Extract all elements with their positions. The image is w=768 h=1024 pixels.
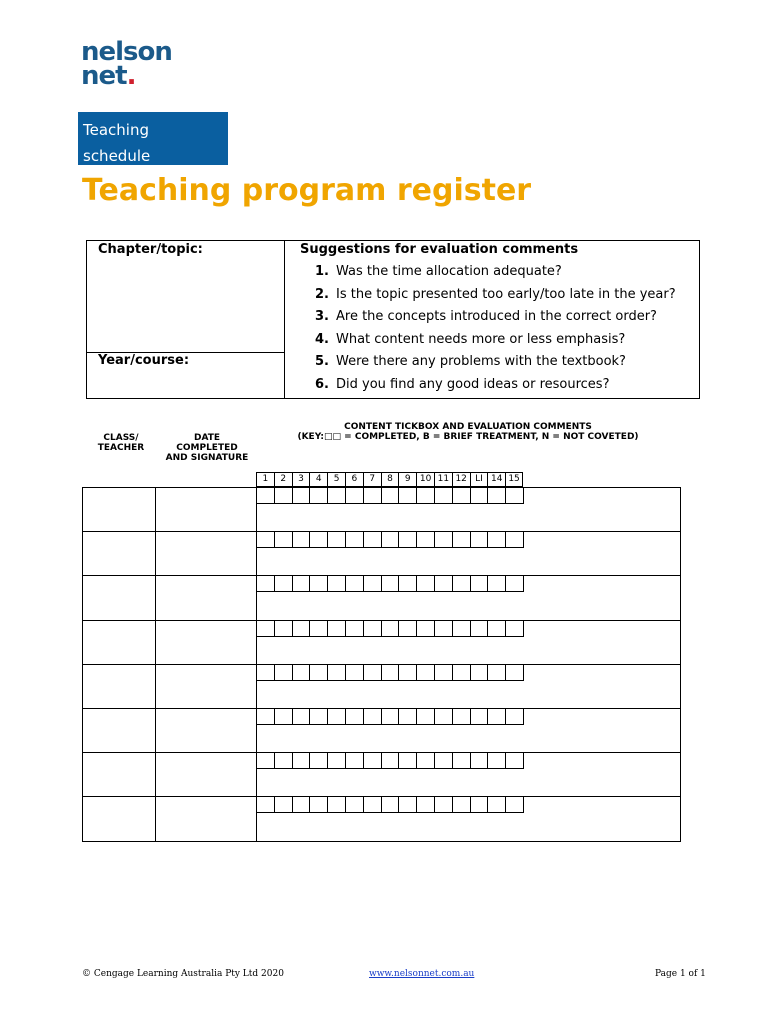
content-tickbox[interactable] bbox=[471, 532, 489, 548]
content-tickbox[interactable] bbox=[399, 753, 417, 769]
content-tickbox[interactable] bbox=[310, 797, 328, 813]
date-header-line-1: DATE bbox=[193, 433, 221, 443]
content-header-line-1: CONTENT TICKBOX AND EVALUATION COMMENTS bbox=[344, 422, 592, 432]
topic-fields bbox=[87, 241, 285, 398]
content-tickbox[interactable] bbox=[453, 753, 471, 769]
tickbox-strip bbox=[257, 709, 524, 725]
content-tickbox[interactable] bbox=[310, 709, 328, 725]
content-tickbox[interactable] bbox=[257, 576, 275, 592]
date-header-line-3: AND SIGNATURE bbox=[165, 453, 249, 463]
content-tickbox[interactable] bbox=[435, 621, 453, 637]
content-tickbox[interactable] bbox=[488, 797, 506, 813]
content-tickbox[interactable] bbox=[275, 709, 293, 725]
page-title: Teaching program register bbox=[82, 173, 532, 208]
class-teacher-cell[interactable] bbox=[155, 753, 156, 796]
tickbox-number: 7 bbox=[363, 472, 381, 487]
tickbox-number: 11 bbox=[434, 472, 452, 487]
register-table bbox=[82, 487, 681, 842]
content-tickbox[interactable] bbox=[293, 621, 311, 637]
date-header-line-2: COMPLETED bbox=[176, 443, 238, 453]
content-tickbox[interactable] bbox=[382, 488, 400, 504]
content-tickbox[interactable] bbox=[506, 753, 524, 769]
content-tickbox[interactable] bbox=[506, 709, 524, 725]
teacher-header-line: TEACHER bbox=[97, 443, 145, 453]
tickbox-number: 14 bbox=[487, 472, 505, 487]
content-tickbox[interactable] bbox=[399, 665, 417, 681]
content-tickbox[interactable] bbox=[293, 709, 311, 725]
content-tickbox[interactable] bbox=[382, 532, 400, 548]
content-tickbox[interactable] bbox=[257, 665, 275, 681]
content-tickbox[interactable] bbox=[346, 532, 364, 548]
tickbox-strip bbox=[257, 621, 524, 637]
tickbox-strip bbox=[257, 488, 524, 504]
content-tickbox[interactable] bbox=[382, 621, 400, 637]
content-tickbox[interactable] bbox=[399, 797, 417, 813]
content-tickbox[interactable] bbox=[364, 488, 382, 504]
suggestion-number: 5. bbox=[315, 354, 329, 369]
content-tickbox[interactable] bbox=[435, 576, 453, 592]
content-tickbox[interactable] bbox=[364, 665, 382, 681]
content-tickbox[interactable] bbox=[506, 576, 524, 592]
content-tickbox[interactable] bbox=[435, 488, 453, 504]
content-tickbox[interactable] bbox=[310, 488, 328, 504]
content-tickbox[interactable] bbox=[417, 488, 435, 504]
content-tickbox[interactable] bbox=[453, 797, 471, 813]
content-tickbox[interactable] bbox=[488, 532, 506, 548]
tickbox-strip bbox=[257, 576, 524, 592]
content-tickbox[interactable] bbox=[417, 797, 435, 813]
content-tickbox[interactable] bbox=[328, 576, 346, 592]
suggestions-list bbox=[315, 262, 676, 397]
content-tickbox[interactable] bbox=[417, 753, 435, 769]
section-tag bbox=[78, 112, 228, 165]
content-tickbox[interactable] bbox=[417, 532, 435, 548]
content-tickbox[interactable] bbox=[364, 532, 382, 548]
tickbox-number: 1 bbox=[256, 472, 274, 487]
content-tickbox[interactable] bbox=[417, 621, 435, 637]
content-tickbox[interactable] bbox=[471, 753, 489, 769]
content-tickbox[interactable] bbox=[471, 709, 489, 725]
content-tickbox[interactable] bbox=[310, 665, 328, 681]
content-tickbox[interactable] bbox=[310, 576, 328, 592]
content-tickbox[interactable] bbox=[257, 753, 275, 769]
content-tickbox[interactable] bbox=[293, 753, 311, 769]
content-tickbox[interactable] bbox=[471, 797, 489, 813]
tickbox-number: 5 bbox=[327, 472, 345, 487]
content-tickbox[interactable] bbox=[310, 753, 328, 769]
content-header bbox=[258, 422, 678, 442]
tickbox-number: 15 bbox=[505, 472, 523, 487]
content-tickbox[interactable] bbox=[257, 532, 275, 548]
content-tickbox[interactable] bbox=[346, 797, 364, 813]
logo-dot: . bbox=[126, 61, 136, 91]
content-tickbox[interactable] bbox=[328, 709, 346, 725]
suggestion-text: Did you find any good ideas or resources? bbox=[336, 376, 610, 392]
content-tickbox[interactable] bbox=[453, 576, 471, 592]
content-tickbox[interactable] bbox=[364, 797, 382, 813]
content-tickbox[interactable] bbox=[346, 753, 364, 769]
suggestion-number: 2. bbox=[315, 286, 329, 302]
content-tickbox[interactable] bbox=[275, 797, 293, 813]
tag-line-2: schedule bbox=[83, 147, 151, 165]
content-tickbox[interactable] bbox=[257, 709, 275, 725]
suggestion-number: 3. bbox=[315, 309, 329, 324]
content-tickbox[interactable] bbox=[417, 576, 435, 592]
suggestions-panel bbox=[285, 241, 699, 398]
content-tickbox[interactable] bbox=[506, 797, 524, 813]
content-tickbox[interactable] bbox=[293, 488, 311, 504]
year-course-label: Year/course: bbox=[98, 353, 190, 368]
content-tickbox[interactable] bbox=[275, 665, 293, 681]
content-tickbox[interactable] bbox=[453, 665, 471, 681]
content-tickbox[interactable] bbox=[453, 621, 471, 637]
suggestion-text: Was the time allocation adequate? bbox=[336, 264, 562, 279]
content-tickbox[interactable] bbox=[399, 488, 417, 504]
content-tickbox[interactable] bbox=[275, 488, 293, 504]
content-tickbox[interactable] bbox=[346, 665, 364, 681]
content-tickbox[interactable] bbox=[364, 576, 382, 592]
content-tickbox[interactable] bbox=[488, 621, 506, 637]
register-row bbox=[83, 797, 680, 841]
content-tickbox[interactable] bbox=[506, 488, 524, 504]
logo-line-1: nelson bbox=[81, 37, 172, 67]
content-tickbox[interactable] bbox=[417, 709, 435, 725]
class-teacher-cell[interactable] bbox=[155, 532, 156, 575]
content-tickbox[interactable] bbox=[346, 488, 364, 504]
register-row bbox=[83, 621, 680, 665]
content-tickbox[interactable] bbox=[435, 753, 453, 769]
content-tickbox[interactable] bbox=[364, 753, 382, 769]
content-tickbox[interactable] bbox=[293, 797, 311, 813]
content-tickbox[interactable] bbox=[488, 576, 506, 592]
content-tickbox[interactable] bbox=[328, 621, 346, 637]
content-tickbox[interactable] bbox=[435, 797, 453, 813]
content-tickbox[interactable] bbox=[488, 709, 506, 725]
content-tickbox[interactable] bbox=[435, 709, 453, 725]
suggestion-number: 4. bbox=[315, 331, 329, 347]
class-teacher-header bbox=[90, 433, 152, 453]
content-tickbox[interactable] bbox=[328, 665, 346, 681]
tickbox-number: 6 bbox=[345, 472, 363, 487]
content-tickbox[interactable] bbox=[328, 753, 346, 769]
content-tickbox[interactable] bbox=[346, 576, 364, 592]
tickbox-number: 8 bbox=[381, 472, 399, 487]
suggestion-item bbox=[315, 375, 676, 398]
content-tickbox[interactable] bbox=[310, 532, 328, 548]
content-tickbox[interactable] bbox=[257, 797, 275, 813]
page-number: Page 1 of 1 bbox=[655, 969, 706, 979]
tag-line-1: Teaching bbox=[83, 121, 149, 139]
content-tickbox[interactable] bbox=[453, 709, 471, 725]
content-tickbox[interactable] bbox=[506, 532, 524, 548]
content-tickbox[interactable] bbox=[346, 709, 364, 725]
content-tickbox[interactable] bbox=[488, 488, 506, 504]
suggestion-item bbox=[315, 352, 676, 375]
content-tickbox[interactable] bbox=[435, 532, 453, 548]
suggestion-text: Were there any problems with the textbook? bbox=[336, 354, 626, 369]
class-teacher-cell[interactable] bbox=[155, 797, 156, 840]
suggestion-text: Is the topic presented too early/too late in the year? bbox=[336, 286, 676, 302]
content-tickbox[interactable] bbox=[382, 709, 400, 725]
content-tickbox[interactable] bbox=[471, 488, 489, 504]
content-tickbox[interactable] bbox=[453, 488, 471, 504]
content-header-key: (KEY:□□ = COMPLETED, B = BRIEF TREATMENT, N = NOT COVETED) bbox=[297, 432, 639, 442]
content-tickbox[interactable] bbox=[399, 532, 417, 548]
content-tickbox[interactable] bbox=[399, 709, 417, 725]
website-link[interactable]: www.nelsonnet.com.au bbox=[369, 969, 475, 979]
class-teacher-cell[interactable] bbox=[155, 576, 156, 619]
tickbox-strip bbox=[257, 797, 524, 813]
content-tickbox[interactable] bbox=[346, 621, 364, 637]
suggestion-text: What content needs more or less emphasis? bbox=[336, 331, 626, 347]
logo-line-2: net bbox=[81, 61, 127, 91]
tickbox-number: 12 bbox=[452, 472, 470, 487]
content-tickbox[interactable] bbox=[364, 709, 382, 725]
content-tickbox[interactable] bbox=[257, 621, 275, 637]
suggestion-number: 1. bbox=[315, 264, 329, 279]
content-tickbox[interactable] bbox=[328, 488, 346, 504]
content-tickbox[interactable] bbox=[364, 621, 382, 637]
class-teacher-cell[interactable] bbox=[155, 665, 156, 708]
suggestions-title: Suggestions for evaluation comments bbox=[300, 242, 579, 257]
register-row bbox=[83, 753, 680, 797]
content-tickbox[interactable] bbox=[382, 576, 400, 592]
content-tickbox[interactable] bbox=[417, 665, 435, 681]
tickbox-number: 2 bbox=[274, 472, 292, 487]
content-tickbox[interactable] bbox=[382, 753, 400, 769]
copyright-text: © Cengage Learning Australia Pty Ltd 2020 bbox=[82, 969, 284, 979]
register-row bbox=[83, 665, 680, 709]
class-header-line: CLASS/ bbox=[103, 433, 139, 443]
chapter-topic-label: Chapter/topic: bbox=[98, 242, 203, 257]
content-tickbox[interactable] bbox=[471, 665, 489, 681]
suggestion-item bbox=[315, 285, 676, 308]
content-tickbox[interactable] bbox=[275, 576, 293, 592]
tickbox-number: 10 bbox=[416, 472, 434, 487]
content-tickbox[interactable] bbox=[382, 665, 400, 681]
content-tickbox[interactable] bbox=[275, 621, 293, 637]
register-row bbox=[83, 576, 680, 620]
register-row bbox=[83, 709, 680, 753]
tickbox-strip bbox=[257, 753, 524, 769]
content-tickbox[interactable] bbox=[488, 753, 506, 769]
nelsonnet-logo bbox=[81, 37, 172, 91]
content-tickbox[interactable] bbox=[293, 576, 311, 592]
suggestion-item bbox=[315, 307, 676, 330]
content-tickbox[interactable] bbox=[328, 532, 346, 548]
tickbox-strip bbox=[257, 532, 524, 548]
tickbox-number: LI bbox=[470, 472, 488, 487]
content-tickbox[interactable] bbox=[506, 621, 524, 637]
class-teacher-cell[interactable] bbox=[155, 488, 156, 531]
class-teacher-cell[interactable] bbox=[155, 709, 156, 752]
tickbox-number: 9 bbox=[398, 472, 416, 487]
tickbox-number-row bbox=[256, 472, 523, 487]
date-header bbox=[158, 433, 256, 463]
content-tickbox[interactable] bbox=[488, 665, 506, 681]
register-row bbox=[83, 488, 680, 532]
tickbox-number: 4 bbox=[309, 472, 327, 487]
suggestion-item bbox=[315, 330, 676, 353]
content-tickbox[interactable] bbox=[471, 576, 489, 592]
suggestion-number: 6. bbox=[315, 376, 329, 392]
content-tickbox[interactable] bbox=[257, 488, 275, 504]
content-tickbox[interactable] bbox=[310, 621, 328, 637]
tickbox-number: 3 bbox=[292, 472, 310, 487]
content-tickbox[interactable] bbox=[275, 532, 293, 548]
content-tickbox[interactable] bbox=[435, 665, 453, 681]
content-tickbox[interactable] bbox=[293, 665, 311, 681]
content-tickbox[interactable] bbox=[275, 753, 293, 769]
content-tickbox[interactable] bbox=[471, 621, 489, 637]
content-tickbox[interactable] bbox=[506, 665, 524, 681]
topic-info-box bbox=[86, 240, 700, 399]
suggestion-item bbox=[315, 262, 676, 285]
content-tickbox[interactable] bbox=[453, 532, 471, 548]
class-teacher-cell[interactable] bbox=[155, 621, 156, 664]
content-tickbox[interactable] bbox=[328, 797, 346, 813]
register-row bbox=[83, 532, 680, 576]
content-tickbox[interactable] bbox=[399, 576, 417, 592]
content-tickbox[interactable] bbox=[399, 621, 417, 637]
content-tickbox[interactable] bbox=[382, 797, 400, 813]
suggestion-text: Are the concepts introduced in the correct order? bbox=[336, 309, 657, 324]
tickbox-strip bbox=[257, 665, 524, 681]
content-tickbox[interactable] bbox=[293, 532, 311, 548]
